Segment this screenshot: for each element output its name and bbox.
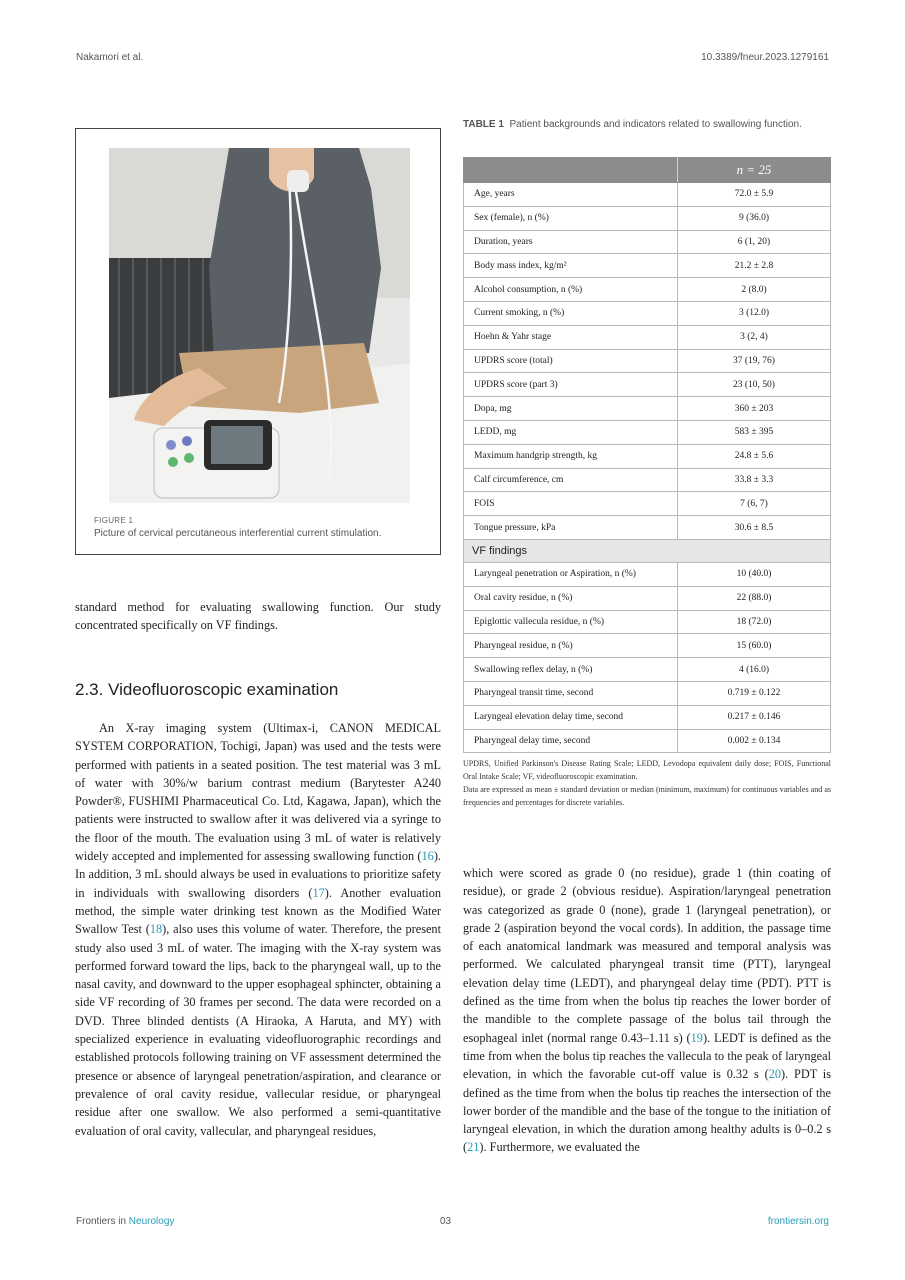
table-row-value: 9 (36.0) [678,206,831,230]
table-row-value: 37 (19, 76) [678,349,831,373]
table-1 [463,157,831,753]
text-span: ). PDT is defined as the time from when the bolus tip reaches the intersection of the lower border of the mandible and the base of the tongue to the initiation of laryngeal elevation, in which the duration among healthy adults is 0–0.2 s ( [463,1067,832,1155]
page-number: 03 [440,1216,452,1227]
table-row-label: Epiglottic vallecula residue, n (%) [464,610,678,634]
paragraph-continued: standard method for evaluating swallowing function. Our study concentrated specifically on VF findings. [75,600,441,633]
table-row-label: Laryngeal elevation delay time, second [464,705,678,729]
citation-link-17[interactable]: 17 [312,885,325,900]
table-row [464,206,831,230]
table-row [464,444,831,468]
table-footnotes [463,757,831,809]
table-row-label: Sex (female), n (%) [464,206,678,230]
text-span: An X-ray imaging system (Ultimax-i, CANON MEDICAL SYSTEM CORPORATION, Tochigi, Japan) was used and the tests were performed with patients in a seated position. The test material was 3 mL of water with 30%/w barium contrast medium (Barytester A240 Powder®, FUSHIMI Pharmaceutical Co. Ltd, Kagawa, Japan), which the patients were instructed to swallow after it was delivered via a syringe to the floor of the mouth. The evaluation using 3 mL of water is relatively widely accepted and implemented for assessing swallowing function ( [75,721,441,864]
text-span: ), also uses this volume of water. Therefore, the present study also used 3 mL of water. The imaging with the X-ray system was performed forward toward the lips, back to the pharyngeal wall, up to the nasal cavity, and downward to the upper esophageal sphincter, obtaining a side VF recording of 30 frames per second. The data were recorded on a DVD. Three blinded dentists (A Hiraoka, A Haruta, and MY) with specialized experience in evaluating videofluorographic recordings and established protocols following training on VF assessment determined the presence or absence of laryngeal penetration/aspiration, and clearance or prevalence of oral cavity residue, vallecular residue, or pharyngeal residue after one swallow. We also performed a semi-quantitative evaluation of oral cavity, vallecular, and pharyngeal residues, [75,922,441,1138]
text-span: ). LEDT is defined as the time from when the bolus tip reaches the vallecula to the peak of laryngeal elevation, in which the favorable cut-off value is 0.32 s ( [463,1030,832,1082]
figure-photo [109,148,410,503]
table-row-value: 33.8 ± 3.3 [678,468,831,492]
table-row [464,705,831,729]
table-column-header: n = 25 [678,158,831,183]
citation-link-16[interactable]: 16 [421,849,434,864]
table-row-value: 18 (72.0) [678,610,831,634]
table-row-label: Alcohol consumption, n (%) [464,278,678,302]
table-row [464,230,831,254]
table-row [464,254,831,278]
table-row-label: Body mass index, kg/m² [464,254,678,278]
table-row-label: Oral cavity residue, n (%) [464,586,678,610]
text-span: ). Another evaluation method, the simple water drinking test known as the Modified Water Swallow Test ( [75,885,441,937]
table-row [464,492,831,516]
table-row [464,183,831,207]
table-row-value: 21.2 ± 2.8 [678,254,831,278]
citation-link-21[interactable]: 21 [467,1140,480,1155]
table-row-value: 30.6 ± 8.5 [678,516,831,540]
table-row [464,658,831,682]
text-span: which were scored as grade 0 (no residue), grade 1 (thin coating of residue), or grade 2 (obvious residue). Aspiration/laryngeal penetration was categorized as grade 0 (none), grade 1 (laryngeal penetration), or grade 2 (aspiration beyond the vocal cords). In addition, the passage time of each anatomical landmark was measured and temporal analysis was performed. We calculated pharyngeal transit time (PTT), laryngeal elevation delay time (LEDT), and pharyngeal delay time (PDT). PTT is defined as the time from when the bolus tip reaches the lower border of the mandible to the complete passage of the bolus tail through the esophageal inlet (normal range 0.43–1.11 s) ( [463,866,831,1045]
table-header-blank [464,158,678,183]
table-row-value: 6 (1, 20) [678,230,831,254]
table-note-data: Data are expressed as mean ± standard deviation or median (minimum, maximum) for continuous variables and as frequencies and percentages for discrete variables. [463,785,831,807]
table-row-label: Maximum handgrip strength, kg [464,444,678,468]
table-row [464,681,831,705]
footer-site-link[interactable]: frontiersin.org [767,1216,829,1227]
table-section-row [464,539,831,562]
table-row-label: Duration, years [464,230,678,254]
table-row-value: 583 ± 395 [678,420,831,444]
table-row-value: 0.217 ± 0.146 [678,705,831,729]
table-note-abbreviations: UPDRS, Unified Parkinson's Disease Rating Scale; LEDD, Levodopa equivalent daily dose; FOIS, Functional Oral Intake Scale; VF, videofluoroscopic examination. [463,759,831,781]
table-row-label: Laryngeal penetration or Aspiration, n (%) [464,562,678,586]
table-label: TABLE 1 [463,119,504,130]
table-row-label: Age, years [464,183,678,207]
text-span: ). Furthermore, we evaluated the [479,1140,640,1155]
paragraph-vf-method [75,719,441,1140]
citation-link-20[interactable]: 20 [768,1067,782,1082]
table-row [464,349,831,373]
table-row-label: UPDRS score (total) [464,349,678,373]
table-row-value: 23 (10, 50) [678,373,831,397]
table-row-label: Hoehn & Yahr stage [464,325,678,349]
running-header-doi: 10.3389/fneur.2023.1279161 [701,52,829,63]
table-row-value: 24.8 ± 5.6 [678,444,831,468]
table-title-text: Patient backgrounds and indicators related to swallowing function. [509,119,802,130]
table-row-value: 4 (16.0) [678,658,831,682]
table-vf-body [464,562,831,752]
figure-1 [75,128,441,555]
table-row [464,516,831,540]
table-row-label: Current smoking, n (%) [464,301,678,325]
citation-link-19[interactable]: 19 [690,1030,703,1045]
table-row [464,729,831,753]
table-row-value: 15 (60.0) [678,634,831,658]
table-row-label: LEDD, mg [464,420,678,444]
table-section-label: VF findings [464,539,831,562]
figure-label: FIGURE 1 [94,516,134,525]
footer-journal-prefix: Frontiers in [76,1216,129,1227]
table-row-value: 0.002 ± 0.134 [678,729,831,753]
table-row-label: Dopa, mg [464,397,678,421]
table-row-value: 10 (40.0) [678,562,831,586]
table-body [464,183,831,540]
table-row-label: Tongue pressure, kPa [464,516,678,540]
table-row-label: Pharyngeal delay time, second [464,729,678,753]
table-row-value: 3 (12.0) [678,301,831,325]
table-row-label: Swallowing reflex delay, n (%) [464,658,678,682]
table-row [464,278,831,302]
table-row-value: 22 (88.0) [678,586,831,610]
table-row [464,325,831,349]
table-row [464,468,831,492]
table-row [464,586,831,610]
text-span: ). In addition, 3 mL should always be used in evaluations to prioritize safety in individuals with swallowing disorders ( [75,849,441,900]
citation-link-18[interactable]: 18 [149,922,163,937]
footer-journal-name[interactable]: Neurology [128,1216,175,1227]
table-row-label: UPDRS score (part 3) [464,373,678,397]
paragraph-vf-analysis [463,864,831,1157]
table-row-value: 0.719 ± 0.122 [678,681,831,705]
table-row [464,562,831,586]
table-row-label: Pharyngeal transit time, second [464,681,678,705]
table-title [463,118,808,132]
table-row-label: Calf circumference, cm [464,468,678,492]
table-row-value: 72.0 ± 5.9 [678,183,831,207]
table-row-value: 360 ± 203 [678,397,831,421]
footer-journal [76,1216,174,1227]
figure-caption: Picture of cervical percutaneous interferential current stimulation. [94,528,382,539]
table-row [464,610,831,634]
table-row [464,397,831,421]
table-row-value: 2 (8.0) [678,278,831,302]
table-row-label: FOIS [464,492,678,516]
table-row-label: Pharyngeal residue, n (%) [464,634,678,658]
table-row-value: 7 (6, 7) [678,492,831,516]
section-heading: 2.3. Videofluoroscopic examination [75,680,339,699]
table-row [464,634,831,658]
table-row [464,373,831,397]
table-row [464,420,831,444]
table-row [464,301,831,325]
running-header-authors: Nakamori et al. [76,52,144,63]
table-row-value: 3 (2, 4) [678,325,831,349]
